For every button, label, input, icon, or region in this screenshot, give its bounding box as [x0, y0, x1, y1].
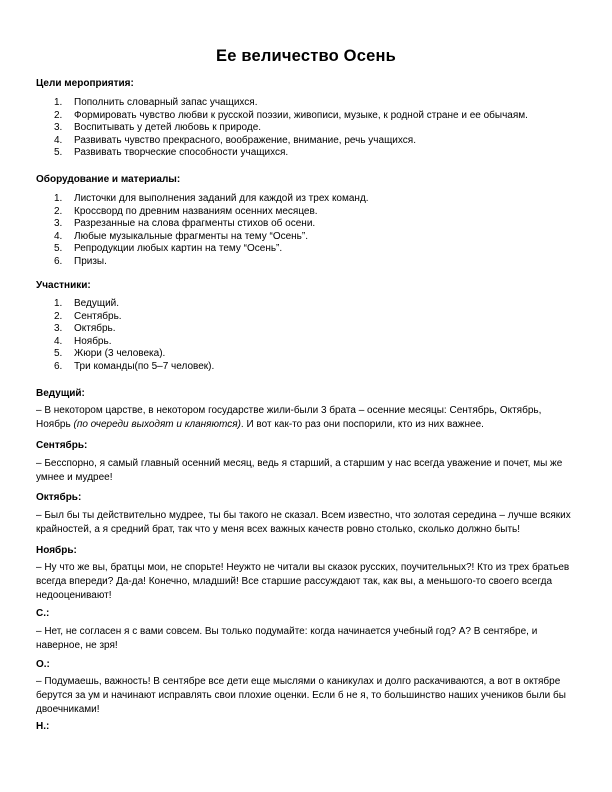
participants-list [54, 298, 214, 374]
list-item: 6. Призы. [54, 255, 107, 267]
speaker-label: Ведущий: [36, 388, 85, 399]
speaker-label: Н.: [36, 721, 50, 732]
dialogue-line: – Был бы ты действительно мудрее, ты бы такого не сказал. Всем известно, что золотая середина – лучше всяких крайностей, а я средний брат, так что у меня всех важных качеств ровно столько, сколько должно быть! [36, 510, 571, 535]
dialogue-line: – В некотором царстве, в некотором государстве жили-были 3 брата – осенние месяцы: Сентябрь, Октябрь, Ноябрь (по очереди выходят и кланяются). И вот как-то раз они поспорили, кто из них важнее. [36, 405, 542, 430]
list-item: 5. Жюри (3 человека). [54, 348, 166, 360]
dialogue-line: – Ну что же вы, братцы мои, не спорьте! Неужто не читали вы сказок русских, поучительных?! Кто из трех братьев всегда впереди? Да-да! Конечно, младший! Все старшие рассуждают так, как вы, а меньшого-то своего всегда недооценивают! [36, 562, 570, 601]
list-item: 4. Любые музыкальные фрагменты на тему “Осень”. [54, 230, 308, 242]
speaker-label: Ноябрь: [36, 545, 77, 556]
participants-heading: Участники: [36, 280, 91, 291]
list-item: 6. Три команды(по 5–7 человек). [54, 360, 215, 372]
dialogue-line: – Бесспорно, я самый главный осенний месяц, ведь я старший, а старшим у нас всегда уважение и почет, мы же умнее и мудрее! [36, 458, 563, 483]
list-item: 3. Октябрь. [54, 323, 116, 335]
list-item: 1. Пополнить словарный запас учащихся. [54, 97, 258, 108]
list-item: 3. Разрезанные на слова фрагменты стихов об осени. [54, 218, 316, 230]
list-item: 2. Формировать чувство любви к русской поэзии, живописи, музыке, к родной стране и ее обычаям. [54, 109, 528, 121]
list-item: 2. Кроссворд по древним названиям осенних месяцев. [54, 205, 318, 217]
dialogue-line: – Подумаешь, важность! В сентябре все дети еще мыслями о каникулах и долго раскачиваются, а вот в октябре берутся за ум и начинают исправлять свои плохие оценки. Если б не я, то большинство наших учеников были бы двоечниками! [36, 676, 566, 715]
equipment-list [54, 193, 369, 269]
list-item: 2. Сентябрь. [54, 310, 122, 322]
list-item: 4. Развивать чувство прекрасного, воображение, внимание, речь учащихся. [54, 134, 416, 146]
page-title: Ее величество Осень [216, 47, 396, 65]
speaker-label: Сентябрь: [36, 440, 88, 451]
list-item: 4. Ноябрь. [54, 335, 112, 347]
list-item: 3. Воспитывать у детей любовь к природе. [54, 122, 262, 134]
dialogue-line: – Нет, не согласен я с вами совсем. Вы только подумайте: когда начинается учебный год? А? В сентябре, и наверное, не зря! [36, 626, 538, 651]
list-item: 1. Ведущий. [54, 298, 120, 309]
goals-heading: Цели мероприятия: [36, 78, 134, 89]
speaker-label: С.: [36, 608, 50, 619]
list-item: 1. Листочки для выполнения заданий для каждой из трех команд. [54, 193, 369, 204]
speaker-label: О.: [36, 659, 50, 670]
list-item: 5. Репродукции любых картин на тему “Осень”. [54, 243, 283, 255]
stage-direction: (по очереди выходят и кланяются) [73, 419, 241, 430]
equipment-heading: Оборудование и материалы: [36, 174, 181, 185]
goals-list [54, 97, 528, 160]
speaker-label: Октябрь: [36, 492, 82, 503]
list-item: 5. Развивать творческие способности учащихся. [54, 147, 289, 159]
